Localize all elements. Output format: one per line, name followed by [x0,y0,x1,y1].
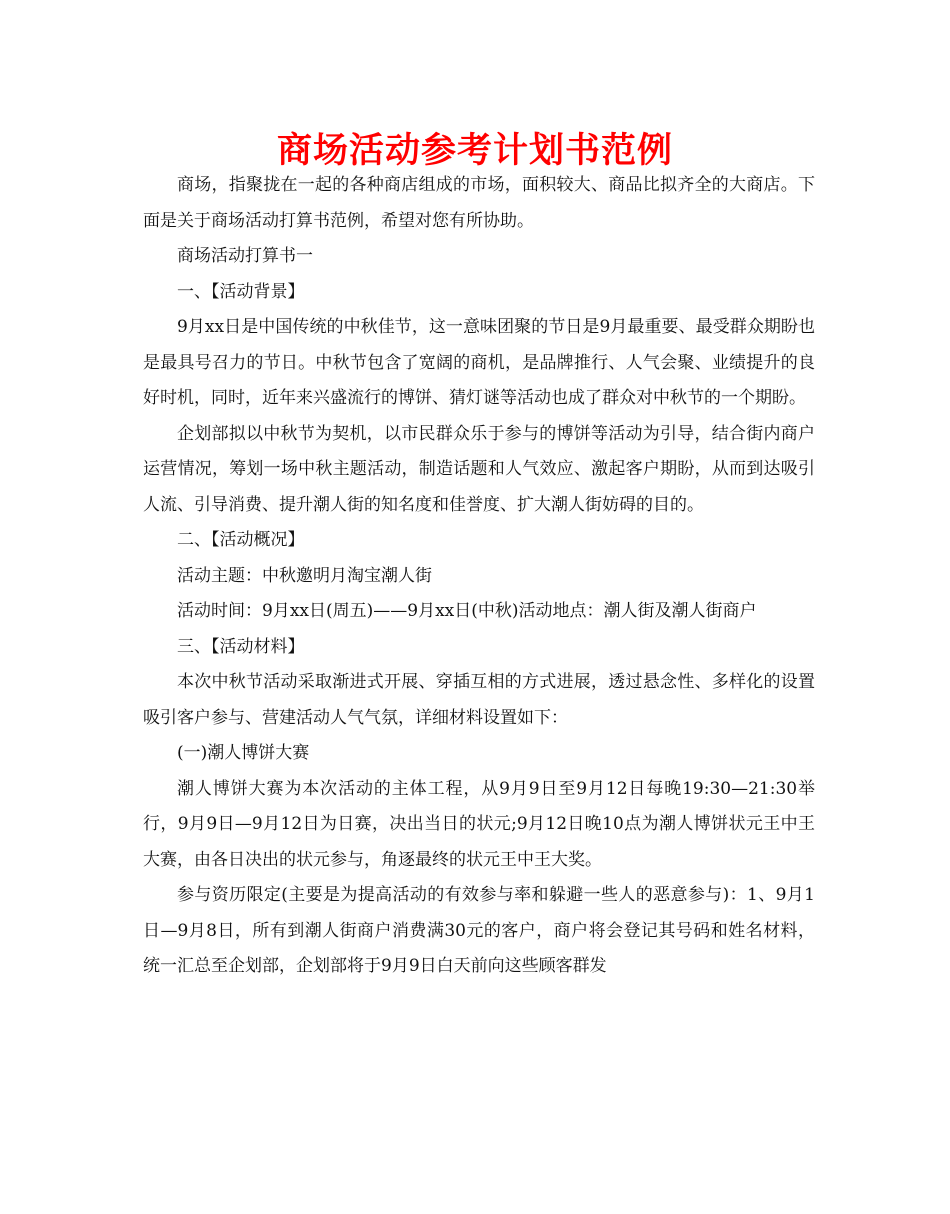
paragraph-time-place: 活动时间：9月xx日(周五)——9月xx日(中秋)活动地点：潮人街及潮人街商户 [177,601,757,621]
paragraph-background-1: 9月xx日是中国传统的中秋佳节，这一意味团聚的节日是9月最重要、最受群众期盼也是最具号召力的节日。中秋节包含了宽阔的商机，是品牌推行、人气会聚、业绩提升的良好时机，同时，近年来兴盛流行的博饼、猜灯谜等活动也成了群众对中秋节的一个期盼。 [143,317,815,408]
section-heading-overview: 二、【活动概况】 [177,530,305,550]
section-heading-background: 一、【活动背景】 [177,281,305,302]
paragraph-theme: 活动主题：中秋邀明月淘宝潮人街 [177,565,432,586]
subheading-contest: (一)潮人博饼大赛 [177,743,310,763]
paragraph-plan-heading: 商场活动打算书一 [177,246,313,266]
paragraph-materials: 本次中秋节活动采取渐进式开展、穿插互相的方式进展，透过悬念性、多样化的设置吸引客户参与、营建活动人气气氛，详细材料设置如下： [143,672,815,728]
document-title: 商场活动参考计划书范例 [276,131,673,171]
paragraph-intro: 商场，指聚拢在一起的各种商店组成的市场，面积较大、商品比拟齐全的大商店。下面是关于商场活动打算书范例，希望对您有所协助。 [143,175,815,231]
document-body [143,168,815,985]
paragraph-eligibility: 参与资历限定(主要是为提高活动的有效参与率和躲避一些人的恶意参与)：1、9月1日—9月8日，所有到潮人街商户消费满30元的客户，商户将会登记其号码和姓名材料，统一汇总至企划部，企划部将于9月9日白天前向这些顾客群发 [143,885,815,976]
paragraph-contest: 潮人博饼大赛为本次活动的主体工程，从9月9日至9月12日每晚19:30—21:30举行，9月9日—9月12日为日赛，决出当日的状元;9月12日晚10点为潮人博饼状元王中王大赛，由各日决出的状元参与，角逐最终的状元王中王大奖。 [143,778,815,870]
paragraph-background-2: 企划部拟以中秋节为契机，以市民群众乐于参与的博饼等活动为引导，结合街内商户运营情况，筹划一场中秋主题活动，制造话题和人气效应、激起客户期盼，从而到达吸引人流、引导消费、提升潮人街的知名度和佳誉度、扩大潮人街妨碍的目的。 [143,423,815,515]
section-heading-materials: 三、【活动材料】 [177,636,305,657]
